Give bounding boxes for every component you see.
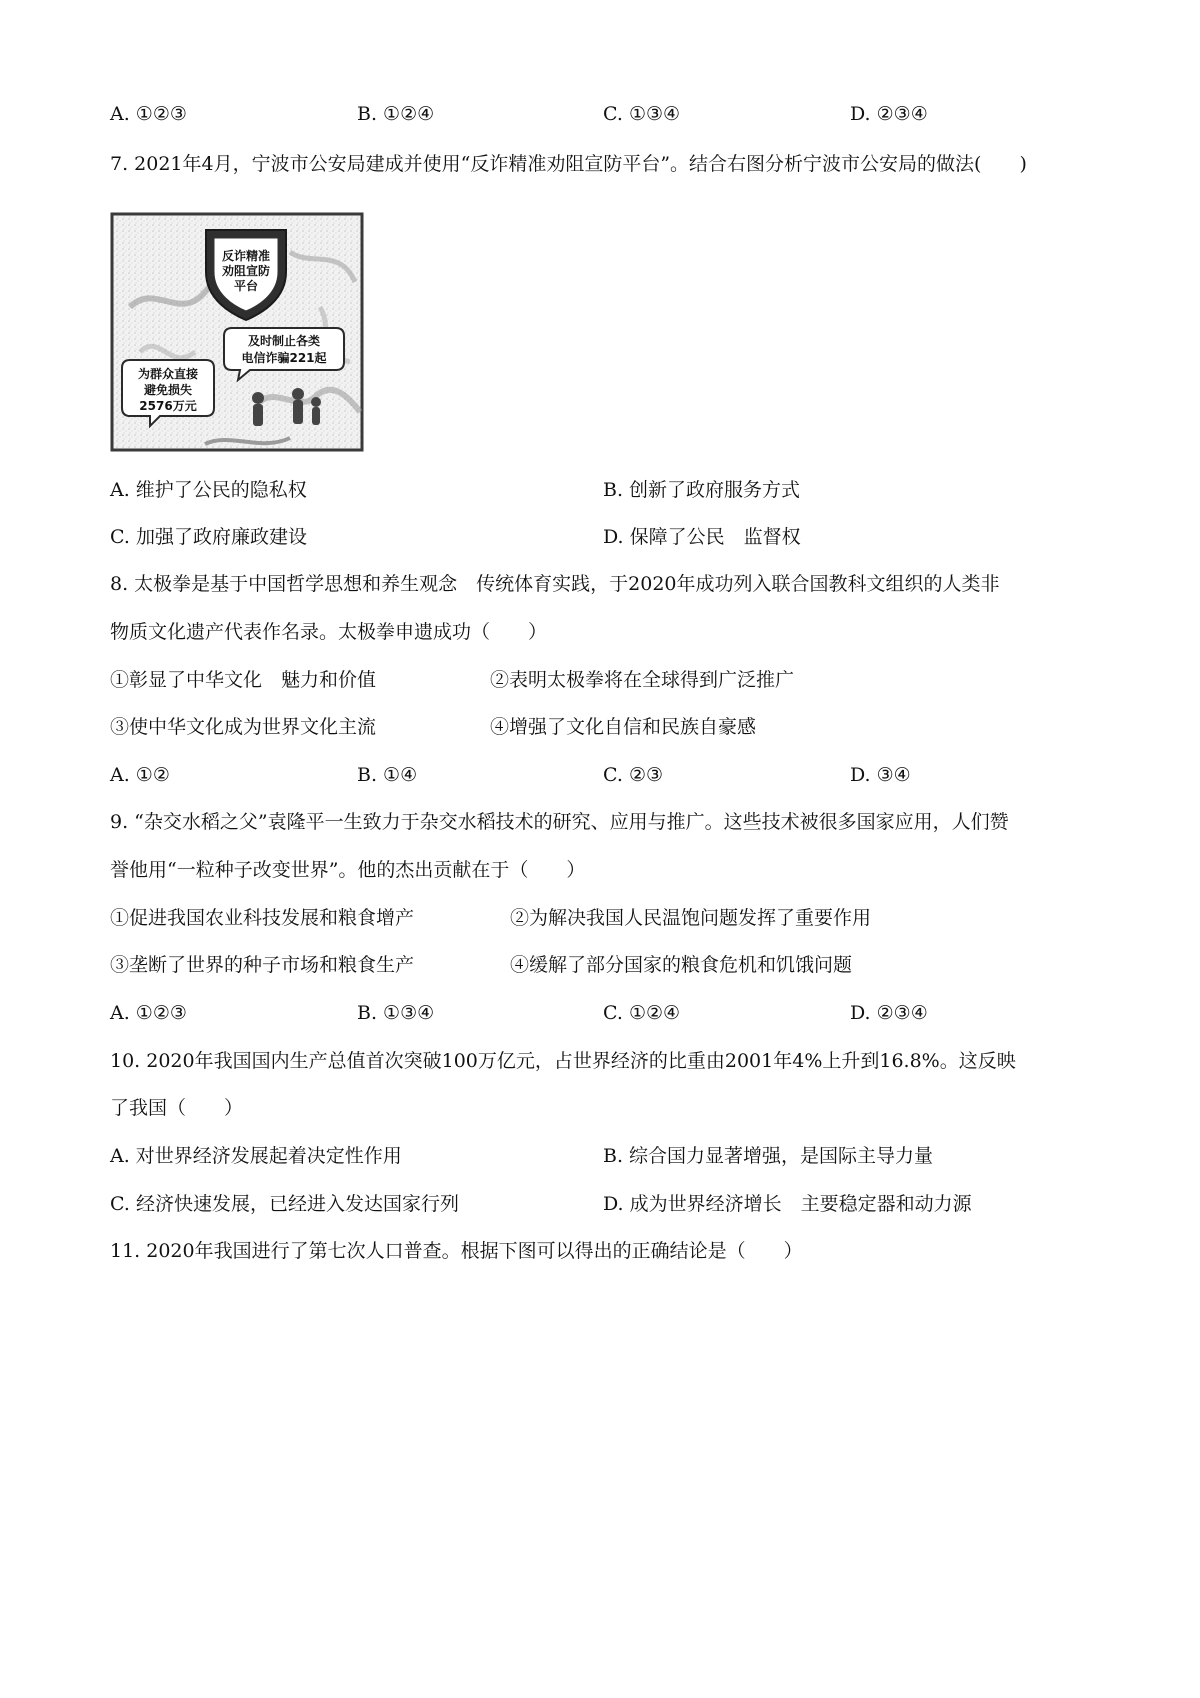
q8-stem-line1: 8. 太极拳是基于中国哲学思想和养生观念 传统体育实践，于2020年成功列入联合国教科文组织的人类非 bbox=[110, 573, 1000, 595]
bubble-right-text-2: 电信诈骗221起 bbox=[241, 351, 327, 365]
q8-item-2: ②表明太极拳将在全球得到广泛推广 bbox=[490, 669, 795, 691]
shield-text-3: 平台 bbox=[233, 279, 259, 293]
q7-illustration bbox=[110, 212, 372, 458]
q8-option-d: D. ③④ bbox=[850, 764, 911, 786]
q8-option-c: C. ②③ bbox=[603, 764, 664, 786]
q7-figure bbox=[110, 212, 372, 458]
q10-stem-line1: 10. 2020年我国国内生产总值首次突破100万亿元，占世界经济的比重由2001年4%上升到16.8%。这反映 bbox=[110, 1050, 1016, 1072]
bubble-left-text-3: 2576万元 bbox=[139, 399, 197, 413]
q6-option-d: D. ②③④ bbox=[850, 103, 928, 125]
q7-option-d: D. 保障了公民 监督权 bbox=[603, 526, 801, 548]
bubble-left-text-1: 为群众直接 bbox=[137, 367, 199, 381]
q8-option-a: A. ①② bbox=[110, 764, 170, 786]
shield-text-2: 劝阻宣防 bbox=[221, 264, 271, 278]
q9-item-4: ④缓解了部分国家的粮食危机和饥饿问题 bbox=[510, 954, 853, 976]
q6-option-b: B. ①②④ bbox=[357, 103, 435, 125]
q9-option-a: A. ①②③ bbox=[110, 1002, 187, 1024]
q9-stem-line2: 誉他用“一粒种子改变世界”。他的杰出贡献在于（ ） bbox=[110, 859, 586, 881]
q10-stem-line2: 了我国（ ） bbox=[110, 1097, 244, 1119]
q6-option-a: A. ①②③ bbox=[110, 103, 187, 125]
q10-option-c: C. 经济快速发展，已经进入发达国家行列 bbox=[110, 1193, 459, 1215]
q9-item-1: ①促进我国农业科技发展和粮食增产 bbox=[110, 907, 415, 929]
q8-stem-line2: 物质文化遗产代表作名录。太极拳申遗成功（ ） bbox=[110, 621, 548, 643]
q8-item-4: ④增强了文化自信和民族自豪感 bbox=[490, 716, 757, 738]
bubble-left-text-2: 避免损失 bbox=[143, 383, 193, 397]
q9-option-d: D. ②③④ bbox=[850, 1002, 928, 1024]
q11-stem: 11. 2020年我国进行了第七次人口普查。根据下图可以得出的正确结论是（ ） bbox=[110, 1240, 803, 1262]
q10-option-a: A. 对世界经济发展起着决定性作用 bbox=[110, 1145, 402, 1167]
q7-option-b: B. 创新了政府服务方式 bbox=[603, 479, 801, 501]
q8-item-1: ①彰显了中华文化 魅力和价值 bbox=[110, 669, 377, 691]
q9-stem-line1: 9. “杂交水稻之父”袁隆平一生致力于杂交水稻技术的研究、应用与推广。这些技术被很多国家应用，人们赞 bbox=[110, 811, 1009, 833]
q9-option-c: C. ①②④ bbox=[603, 1002, 681, 1024]
q9-item-3: ③垄断了世界的种子市场和粮食生产 bbox=[110, 954, 415, 976]
q6-option-c: C. ①③④ bbox=[603, 103, 681, 125]
q10-option-b: B. 综合国力显著增强，是国际主导力量 bbox=[603, 1145, 934, 1167]
q10-option-d: D. 成为世界经济增长 主要稳定器和动力源 bbox=[603, 1193, 972, 1215]
q7-option-a: A. 维护了公民的隐私权 bbox=[110, 479, 307, 501]
q9-item-2: ②为解决我国人民温饱问题发挥了重要作用 bbox=[510, 907, 872, 929]
shield-text-1: 反诈精准 bbox=[221, 249, 271, 263]
q7-option-c: C. 加强了政府廉政建设 bbox=[110, 526, 307, 548]
q8-option-b: B. ①④ bbox=[357, 764, 418, 786]
q8-item-3: ③使中华文化成为世界文化主流 bbox=[110, 716, 377, 738]
q9-option-b: B. ①③④ bbox=[357, 1002, 435, 1024]
bubble-right-text-1: 及时制止各类 bbox=[247, 334, 321, 348]
q7-stem: 7. 2021年4月，宁波市公安局建成并使用“反诈精准劝阻宣防平台”。结合右图分析宁波市公安局的做法( ) bbox=[110, 153, 1027, 175]
